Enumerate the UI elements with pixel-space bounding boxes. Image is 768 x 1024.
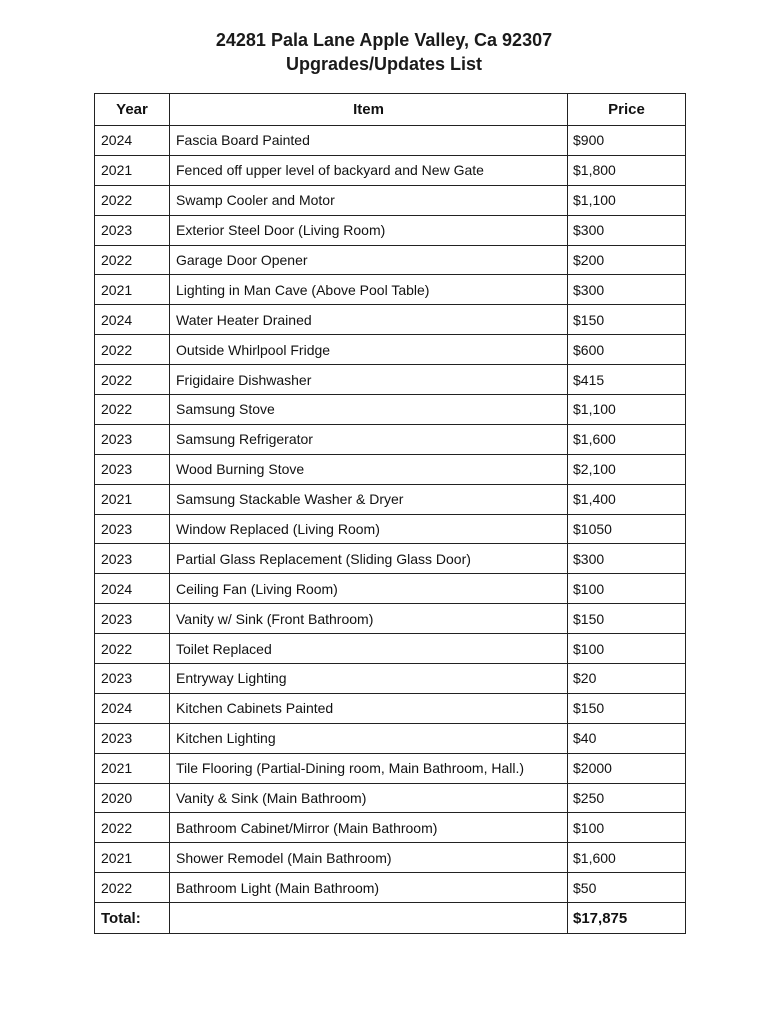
table-header-row [95,94,686,126]
table-row [95,155,686,185]
table-row [95,454,686,484]
year-cell: 2022 [95,335,170,365]
table-row [95,783,686,813]
year-cell: 2020 [95,783,170,813]
table-row [95,753,686,783]
year-cell: 2023 [95,723,170,753]
price-cell: $300 [568,544,686,574]
year-cell: 2021 [95,275,170,305]
price-cell: $1,400 [568,484,686,514]
price-cell: $150 [568,305,686,335]
year-cell: 2023 [95,454,170,484]
year-cell: 2022 [95,813,170,843]
total-price: $17,875 [568,903,686,934]
item-cell: Samsung Stove [170,395,568,425]
total-label: Total: [95,903,170,934]
table-row [95,574,686,604]
item-cell: Fascia Board Painted [170,126,568,156]
year-cell: 2021 [95,843,170,873]
year-cell: 2023 [95,424,170,454]
total-item-cell [170,903,568,934]
price-cell: $200 [568,245,686,275]
table-row [95,843,686,873]
column-header-price: Price [568,94,686,126]
item-cell: Vanity w/ Sink (Front Bathroom) [170,604,568,634]
list-subtitle: Upgrades/Updates List [285,54,483,74]
table-row [95,484,686,514]
item-cell: Garage Door Opener [170,245,568,275]
year-cell: 2022 [95,395,170,425]
year-cell: 2024 [95,693,170,723]
year-cell: 2023 [95,664,170,694]
price-cell: $50 [568,873,686,903]
price-cell: $100 [568,574,686,604]
item-cell: Swamp Cooler and Motor [170,185,568,215]
price-cell: $900 [568,126,686,156]
item-cell: Window Replaced (Living Room) [170,514,568,544]
table-row [95,335,686,365]
item-cell: Vanity & Sink (Main Bathroom) [170,783,568,813]
item-cell: Outside Whirlpool Fridge [170,335,568,365]
price-cell: $40 [568,723,686,753]
column-header-year: Year [95,94,170,126]
item-cell: Samsung Stackable Washer & Dryer [170,484,568,514]
year-cell: 2023 [95,604,170,634]
year-cell: 2022 [95,365,170,395]
table-row [95,126,686,156]
table-row [95,514,686,544]
item-cell: Toilet Replaced [170,634,568,664]
price-cell: $1,600 [568,424,686,454]
table-body [95,126,686,903]
price-cell: $300 [568,215,686,245]
table-row [95,664,686,694]
year-cell: 2023 [95,514,170,544]
price-cell: $600 [568,335,686,365]
item-cell: Lighting in Man Cave (Above Pool Table) [170,275,568,305]
table-row [95,215,686,245]
table-row [95,395,686,425]
total-row [95,903,686,934]
item-cell: Kitchen Lighting [170,723,568,753]
table-row [95,634,686,664]
year-cell: 2022 [95,634,170,664]
year-cell: 2023 [95,544,170,574]
item-cell: Bathroom Light (Main Bathroom) [170,873,568,903]
price-cell: $1050 [568,514,686,544]
table-row [95,544,686,574]
price-cell: $415 [568,365,686,395]
price-cell: $300 [568,275,686,305]
price-cell: $1,600 [568,843,686,873]
price-cell: $1,800 [568,155,686,185]
year-cell: 2021 [95,753,170,783]
item-cell: Fenced off upper level of backyard and New Gate [170,155,568,185]
year-cell: 2021 [95,155,170,185]
table-row [95,185,686,215]
table-row [95,305,686,335]
year-cell: 2022 [95,245,170,275]
year-cell: 2022 [95,185,170,215]
item-cell: Samsung Refrigerator [170,424,568,454]
item-cell: Ceiling Fan (Living Room) [170,574,568,604]
price-cell: $100 [568,813,686,843]
document-title [0,28,768,76]
item-cell: Tile Flooring (Partial-Dining room, Main Bathroom, Hall.) [170,753,568,783]
price-cell: $250 [568,783,686,813]
upgrades-table [94,93,686,934]
item-cell: Kitchen Cabinets Painted [170,693,568,723]
year-cell: 2021 [95,484,170,514]
property-address: 24281 Pala Lane Apple Valley, Ca 92307 [215,30,553,50]
price-cell: $20 [568,664,686,694]
item-cell: Partial Glass Replacement (Sliding Glass Door) [170,544,568,574]
table-row [95,723,686,753]
table-row [95,813,686,843]
item-cell: Exterior Steel Door (Living Room) [170,215,568,245]
item-cell: Bathroom Cabinet/Mirror (Main Bathroom) [170,813,568,843]
column-header-item: Item [170,94,568,126]
year-cell: 2022 [95,873,170,903]
price-cell: $150 [568,604,686,634]
price-cell: $1,100 [568,395,686,425]
table-row [95,424,686,454]
price-cell: $150 [568,693,686,723]
year-cell: 2024 [95,305,170,335]
table-row [95,245,686,275]
item-cell: Shower Remodel (Main Bathroom) [170,843,568,873]
table-row [95,275,686,305]
item-cell: Wood Burning Stove [170,454,568,484]
table-row [95,693,686,723]
table-row [95,873,686,903]
price-cell: $2000 [568,753,686,783]
year-cell: 2024 [95,126,170,156]
price-cell: $1,100 [568,185,686,215]
price-cell: $100 [568,634,686,664]
table-row [95,604,686,634]
table-row [95,365,686,395]
year-cell: 2023 [95,215,170,245]
item-cell: Entryway Lighting [170,664,568,694]
price-cell: $2,100 [568,454,686,484]
item-cell: Frigidaire Dishwasher [170,365,568,395]
item-cell: Water Heater Drained [170,305,568,335]
year-cell: 2024 [95,574,170,604]
